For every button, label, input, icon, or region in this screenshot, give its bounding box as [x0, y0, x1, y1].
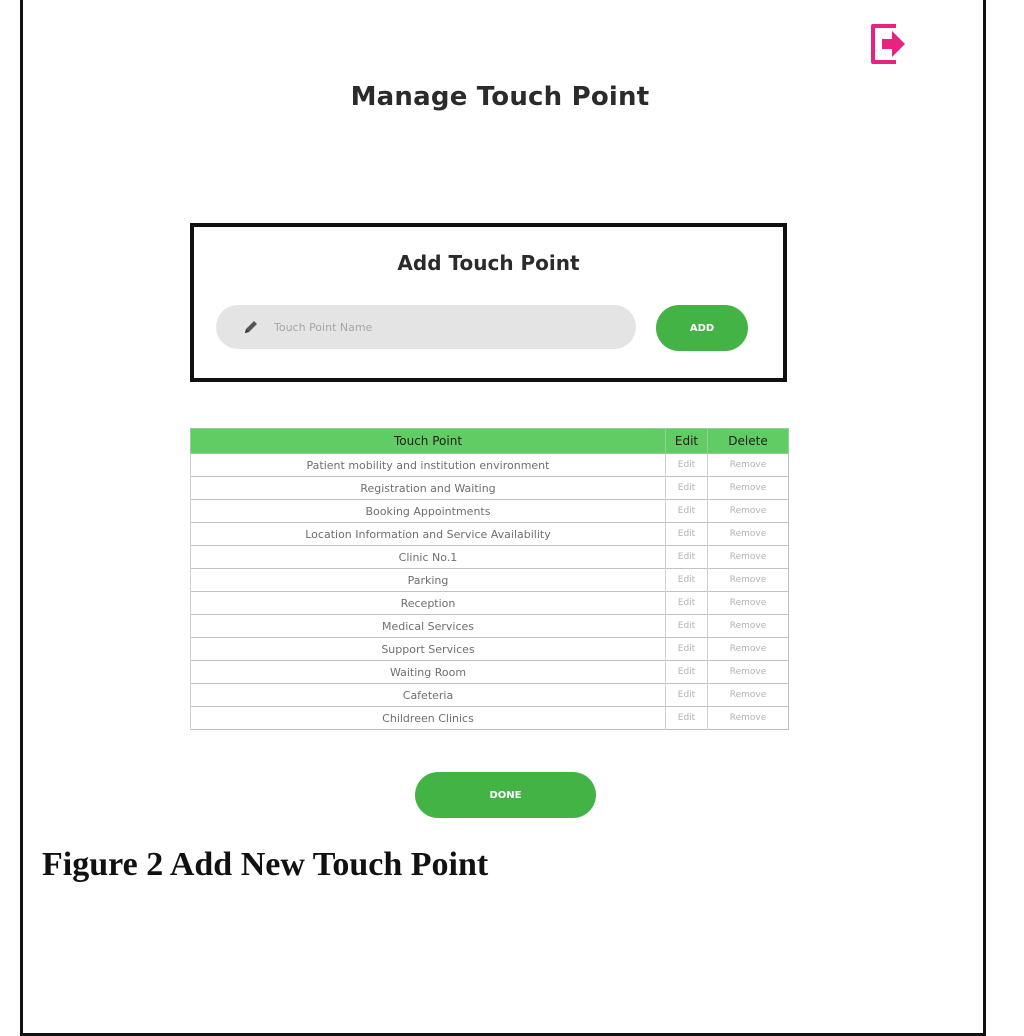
- pencil-icon: [242, 318, 260, 336]
- edit-link[interactable]: Edit: [666, 523, 708, 546]
- edit-link[interactable]: Edit: [666, 477, 708, 500]
- edit-link[interactable]: Edit: [666, 638, 708, 661]
- touch-point-name-cell: Parking: [191, 569, 666, 592]
- touch-point-name-field[interactable]: [216, 305, 636, 349]
- page-title: Manage Touch Point: [350, 82, 650, 112]
- edit-link[interactable]: Edit: [666, 707, 708, 730]
- header-edit: Edit: [666, 429, 708, 454]
- done-button[interactable]: DONE: [415, 772, 596, 818]
- figure-caption: Figure 2 Add New Touch Point: [42, 846, 489, 883]
- edit-link[interactable]: Edit: [666, 661, 708, 684]
- edit-link[interactable]: Edit: [666, 500, 708, 523]
- table-row: [191, 661, 789, 684]
- touch-point-name-cell: Booking Appointments: [191, 500, 666, 523]
- touch-point-name-cell: Medical Services: [191, 615, 666, 638]
- table-row: [191, 615, 789, 638]
- touch-point-name-cell: Location Information and Service Availability: [191, 523, 666, 546]
- table-row: [191, 684, 789, 707]
- touch-point-name-cell: Support Services: [191, 638, 666, 661]
- remove-link[interactable]: Remove: [708, 546, 789, 569]
- table-row: [191, 569, 789, 592]
- table-row: [191, 500, 789, 523]
- logout-arrow-icon[interactable]: [868, 20, 910, 68]
- header-touch-point: Touch Point: [191, 429, 666, 454]
- remove-link[interactable]: Remove: [708, 592, 789, 615]
- add-panel-title: Add Touch Point: [397, 251, 580, 275]
- edit-link[interactable]: Edit: [666, 592, 708, 615]
- edit-link[interactable]: Edit: [666, 546, 708, 569]
- table-row: [191, 638, 789, 661]
- touch-point-name-input[interactable]: [274, 305, 614, 349]
- add-touch-point-panel: [190, 223, 787, 382]
- touch-point-name-cell: Patient mobility and institution environment: [191, 454, 666, 477]
- remove-link[interactable]: Remove: [708, 661, 789, 684]
- table-row: [191, 707, 789, 730]
- table-row: [191, 477, 789, 500]
- table-row: [191, 592, 789, 615]
- edit-link[interactable]: Edit: [666, 569, 708, 592]
- table-row: [191, 454, 789, 477]
- remove-link[interactable]: Remove: [708, 707, 789, 730]
- touch-point-name-cell: Registration and Waiting: [191, 477, 666, 500]
- touch-point-name-cell: Clinic No.1: [191, 546, 666, 569]
- table-row: [191, 523, 789, 546]
- remove-link[interactable]: Remove: [708, 500, 789, 523]
- touch-point-name-cell: Childreen Clinics: [191, 707, 666, 730]
- touch-point-name-cell: Waiting Room: [191, 661, 666, 684]
- header-delete: Delete: [708, 429, 789, 454]
- remove-link[interactable]: Remove: [708, 569, 789, 592]
- remove-link[interactable]: Remove: [708, 615, 789, 638]
- add-button[interactable]: ADD: [656, 305, 748, 351]
- remove-link[interactable]: Remove: [708, 638, 789, 661]
- remove-link[interactable]: Remove: [708, 454, 789, 477]
- edit-link[interactable]: Edit: [666, 615, 708, 638]
- remove-link[interactable]: Remove: [708, 684, 789, 707]
- remove-link[interactable]: Remove: [708, 477, 789, 500]
- touch-point-table: [190, 428, 789, 730]
- remove-link[interactable]: Remove: [708, 523, 789, 546]
- table-row: [191, 546, 789, 569]
- touch-point-name-cell: Reception: [191, 592, 666, 615]
- table-header-row: [191, 429, 789, 454]
- touch-point-name-cell: Cafeteria: [191, 684, 666, 707]
- edit-link[interactable]: Edit: [666, 454, 708, 477]
- edit-link[interactable]: Edit: [666, 684, 708, 707]
